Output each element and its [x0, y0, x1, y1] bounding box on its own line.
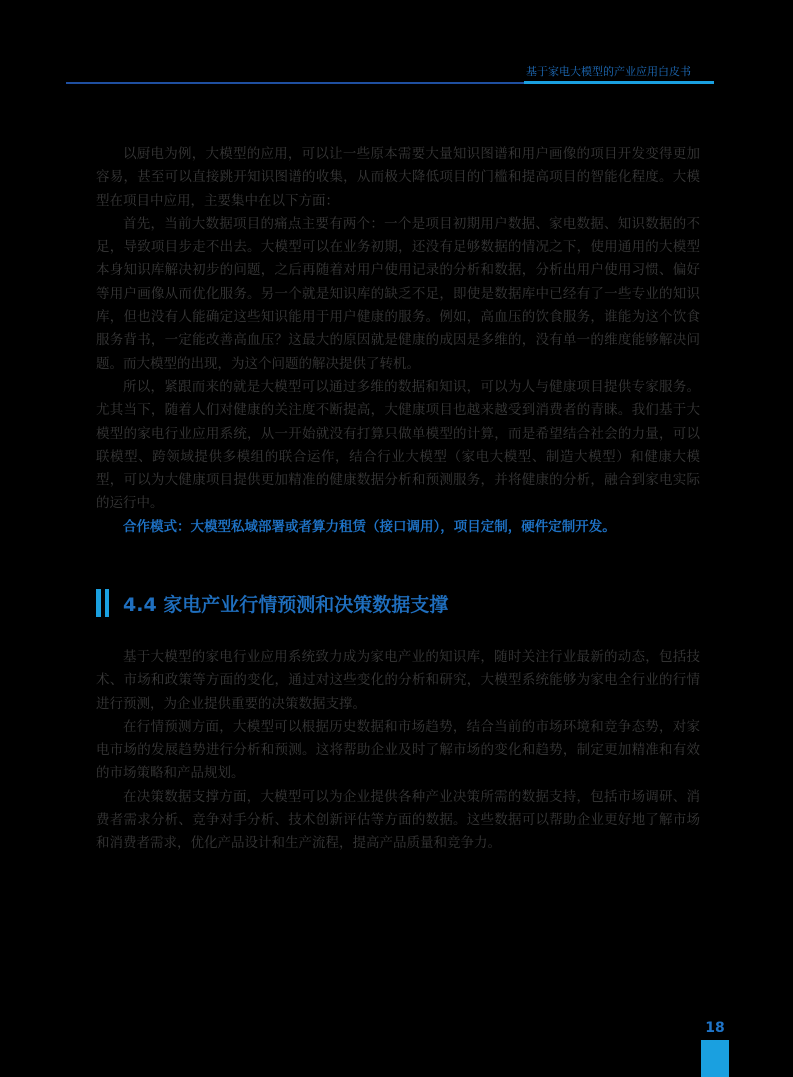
- header-accent-rule: [524, 81, 714, 84]
- section-title: 4.4 家电产业行情预测和决策数据支撑: [123, 593, 449, 616]
- section-4-3-body: [96, 143, 700, 539]
- paragraph: 基于大模型的家电行业应用系统致力成为家电产业的知识库，随时关注行业最新的动态，包括技术、市场和政策等方面的变化，通过对这些变化的分析和研究，大模型系统能够为家电全行业的行情进行预测，为企业提供重要的决策数据支撑。: [96, 649, 700, 712]
- section-heading: [96, 588, 448, 618]
- page-tab-marker: [701, 1040, 729, 1077]
- section-4-4-body: [96, 646, 700, 856]
- running-header-title: 基于家电大模型的产业应用白皮书: [526, 65, 691, 78]
- cooperation-mode-note: 合作模式：大模型私域部署或者算力租赁（接口调用），项目定制，硬件定制开发。: [123, 518, 616, 535]
- heading-bar-icon: [96, 589, 101, 617]
- paragraph: 所以，紧跟而来的就是大模型可以通过多维的数据和知识，可以为人与健康项目提供专家服务。尤其当下，随着人们对健康的关注度不断提高，大健康项目也越来越受到消费者的青睐。我们基于大模型的家电行业应用系统，从一开始就没有打算只做单模型的计算，而是希望结合社会的力量，可以联模型、跨领域提供多模组的联合运作，结合行业大模型（家电大模型、制造大模型）和健康大模型，可以为大健康项目提供更加精准的健康数据分析和预测服务，并将健康的分析，融合到家电实际的运行中。: [96, 378, 700, 512]
- page-number: 18: [705, 1020, 725, 1036]
- heading-bar-icon: [105, 589, 109, 617]
- paragraph: 以厨电为例，大模型的应用，可以让一些原本需要大量知识图谱和用户画像的项目开发变得更加容易，甚至可以直接跳开知识图谱的收集，从而极大降低项目的门槛和提高项目的智能化程度。大模型在项目中应用，主要集中在以下方面：: [96, 146, 700, 209]
- header-divider: [66, 82, 524, 84]
- paragraph: 首先，当前大数据项目的痛点主要有两个：一个是项目初期用户数据、家电数据、知识数据的不足，导致项目步走不出去。大模型可以在业务初期，还没有足够数据的情况之下，使用通用的大模型本身知识库解决初步的问题，之后再随着对用户使用记录的分析和数据，分析出用户使用习惯、偏好等用户画像从而优化服务。另一个就是知识库的缺乏不足，即使是数据库中已经有了一些专业的知识库，但也没有人能确定这些知识能用于用户健康的服务。例如，高血压的饮食服务，谁能为这个饮食服务背书，一定能改善高血压？这最大的原因就是健康的成因是多维的，没有单一的维度能够解决问题。而大模型的出现，为这个问题的解决提供了转机。: [96, 215, 700, 372]
- paragraph: 在行情预测方面，大模型可以根据历史数据和市场趋势，结合当前的市场环境和竞争态势，对家电市场的发展趋势进行分析和预测。这将帮助企业及时了解市场的变化和趋势，制定更加精准和有效的市场策略和产品规划。: [96, 718, 700, 782]
- paragraph: 在决策数据支撑方面，大模型可以为企业提供各种产业决策所需的数据支持，包括市场调研、消费者需求分析、竞争对手分析、技术创新评估等方面的数据。这些数据可以帮助企业更好地了解市场和消费者需求，优化产品设计和生产流程，提高产品质量和竞争力。: [96, 788, 700, 852]
